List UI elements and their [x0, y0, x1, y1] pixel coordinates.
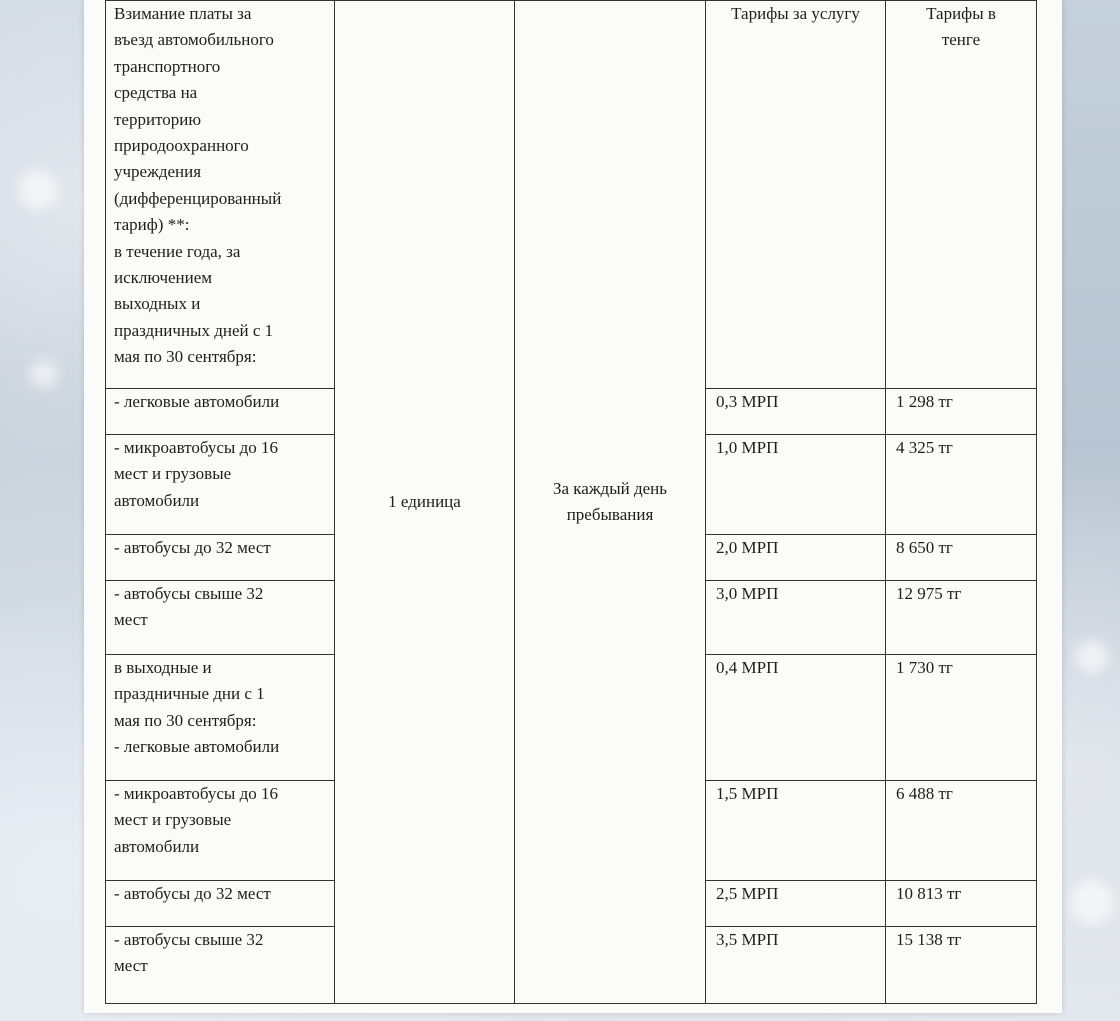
document-page	[84, 0, 1062, 1013]
tariff-tenge-header: Тарифы в тенге	[886, 1, 1037, 389]
vehicle-type-cell: - микроавтобусы до 16 мест и грузовые автомобили	[106, 435, 335, 535]
vehicle-type-cell: - автобусы свыше 32 мест	[106, 581, 335, 655]
tenge-value-cell: 1 298 тг	[886, 389, 1037, 435]
snow-sparkle	[1075, 640, 1109, 674]
service-description-cell: Взимание платы за въезд автомобильного транспортного средства на территорию природоохранного учреждения (дифференцированный тариф) **: в течение года, за исключением выходных и праздничных дней с 1 мая по 30 сентября:	[106, 1, 335, 389]
tariff-table	[105, 0, 1037, 1004]
tenge-value-cell: 8 650 тг	[886, 535, 1037, 581]
mrp-value-cell: 0,4 МРП	[706, 655, 886, 781]
mrp-value-cell: 3,0 МРП	[706, 581, 886, 655]
tenge-value-cell: 1 730 тг	[886, 655, 1037, 781]
mrp-value-cell: 1,5 МРП	[706, 781, 886, 881]
mrp-value-cell: 1,0 МРП	[706, 435, 886, 535]
vehicle-type-cell: - легковые автомобили	[106, 389, 335, 435]
vehicle-type-cell: - автобусы свыше 32 мест	[106, 927, 335, 1004]
tenge-value-cell: 10 813 тг	[886, 881, 1037, 927]
snow-sparkle	[18, 170, 58, 210]
period-label: За каждый день пребывания	[552, 478, 668, 524]
vehicle-type-cell: - микроавтобусы до 16 мест и грузовые автомобили	[106, 781, 335, 881]
table-header-row	[106, 1, 1037, 389]
tenge-value-cell: 15 138 тг	[886, 927, 1037, 1004]
unit-cell	[335, 1, 515, 1004]
tenge-value-cell: 4 325 тг	[886, 435, 1037, 535]
mrp-value-cell: 2,0 МРП	[706, 535, 886, 581]
tariff-service-header: Тарифы за услугу	[706, 1, 886, 389]
snow-sparkle	[30, 360, 58, 388]
snow-sparkle	[1070, 880, 1114, 924]
period-cell	[515, 1, 706, 1004]
mrp-value-cell: 2,5 МРП	[706, 881, 886, 927]
vehicle-type-cell: - автобусы до 32 мест	[106, 881, 335, 927]
vehicle-type-cell: - автобусы до 32 мест	[106, 535, 335, 581]
vehicle-type-cell: в выходные и праздничные дни с 1 мая по 30 сентября: - легковые автомобили	[106, 655, 335, 781]
tenge-value-cell: 6 488 тг	[886, 781, 1037, 881]
tenge-value-cell: 12 975 тг	[886, 581, 1037, 655]
mrp-value-cell: 3,5 МРП	[706, 927, 886, 1004]
mrp-value-cell: 0,3 МРП	[706, 389, 886, 435]
unit-label: 1 единица	[388, 491, 461, 511]
